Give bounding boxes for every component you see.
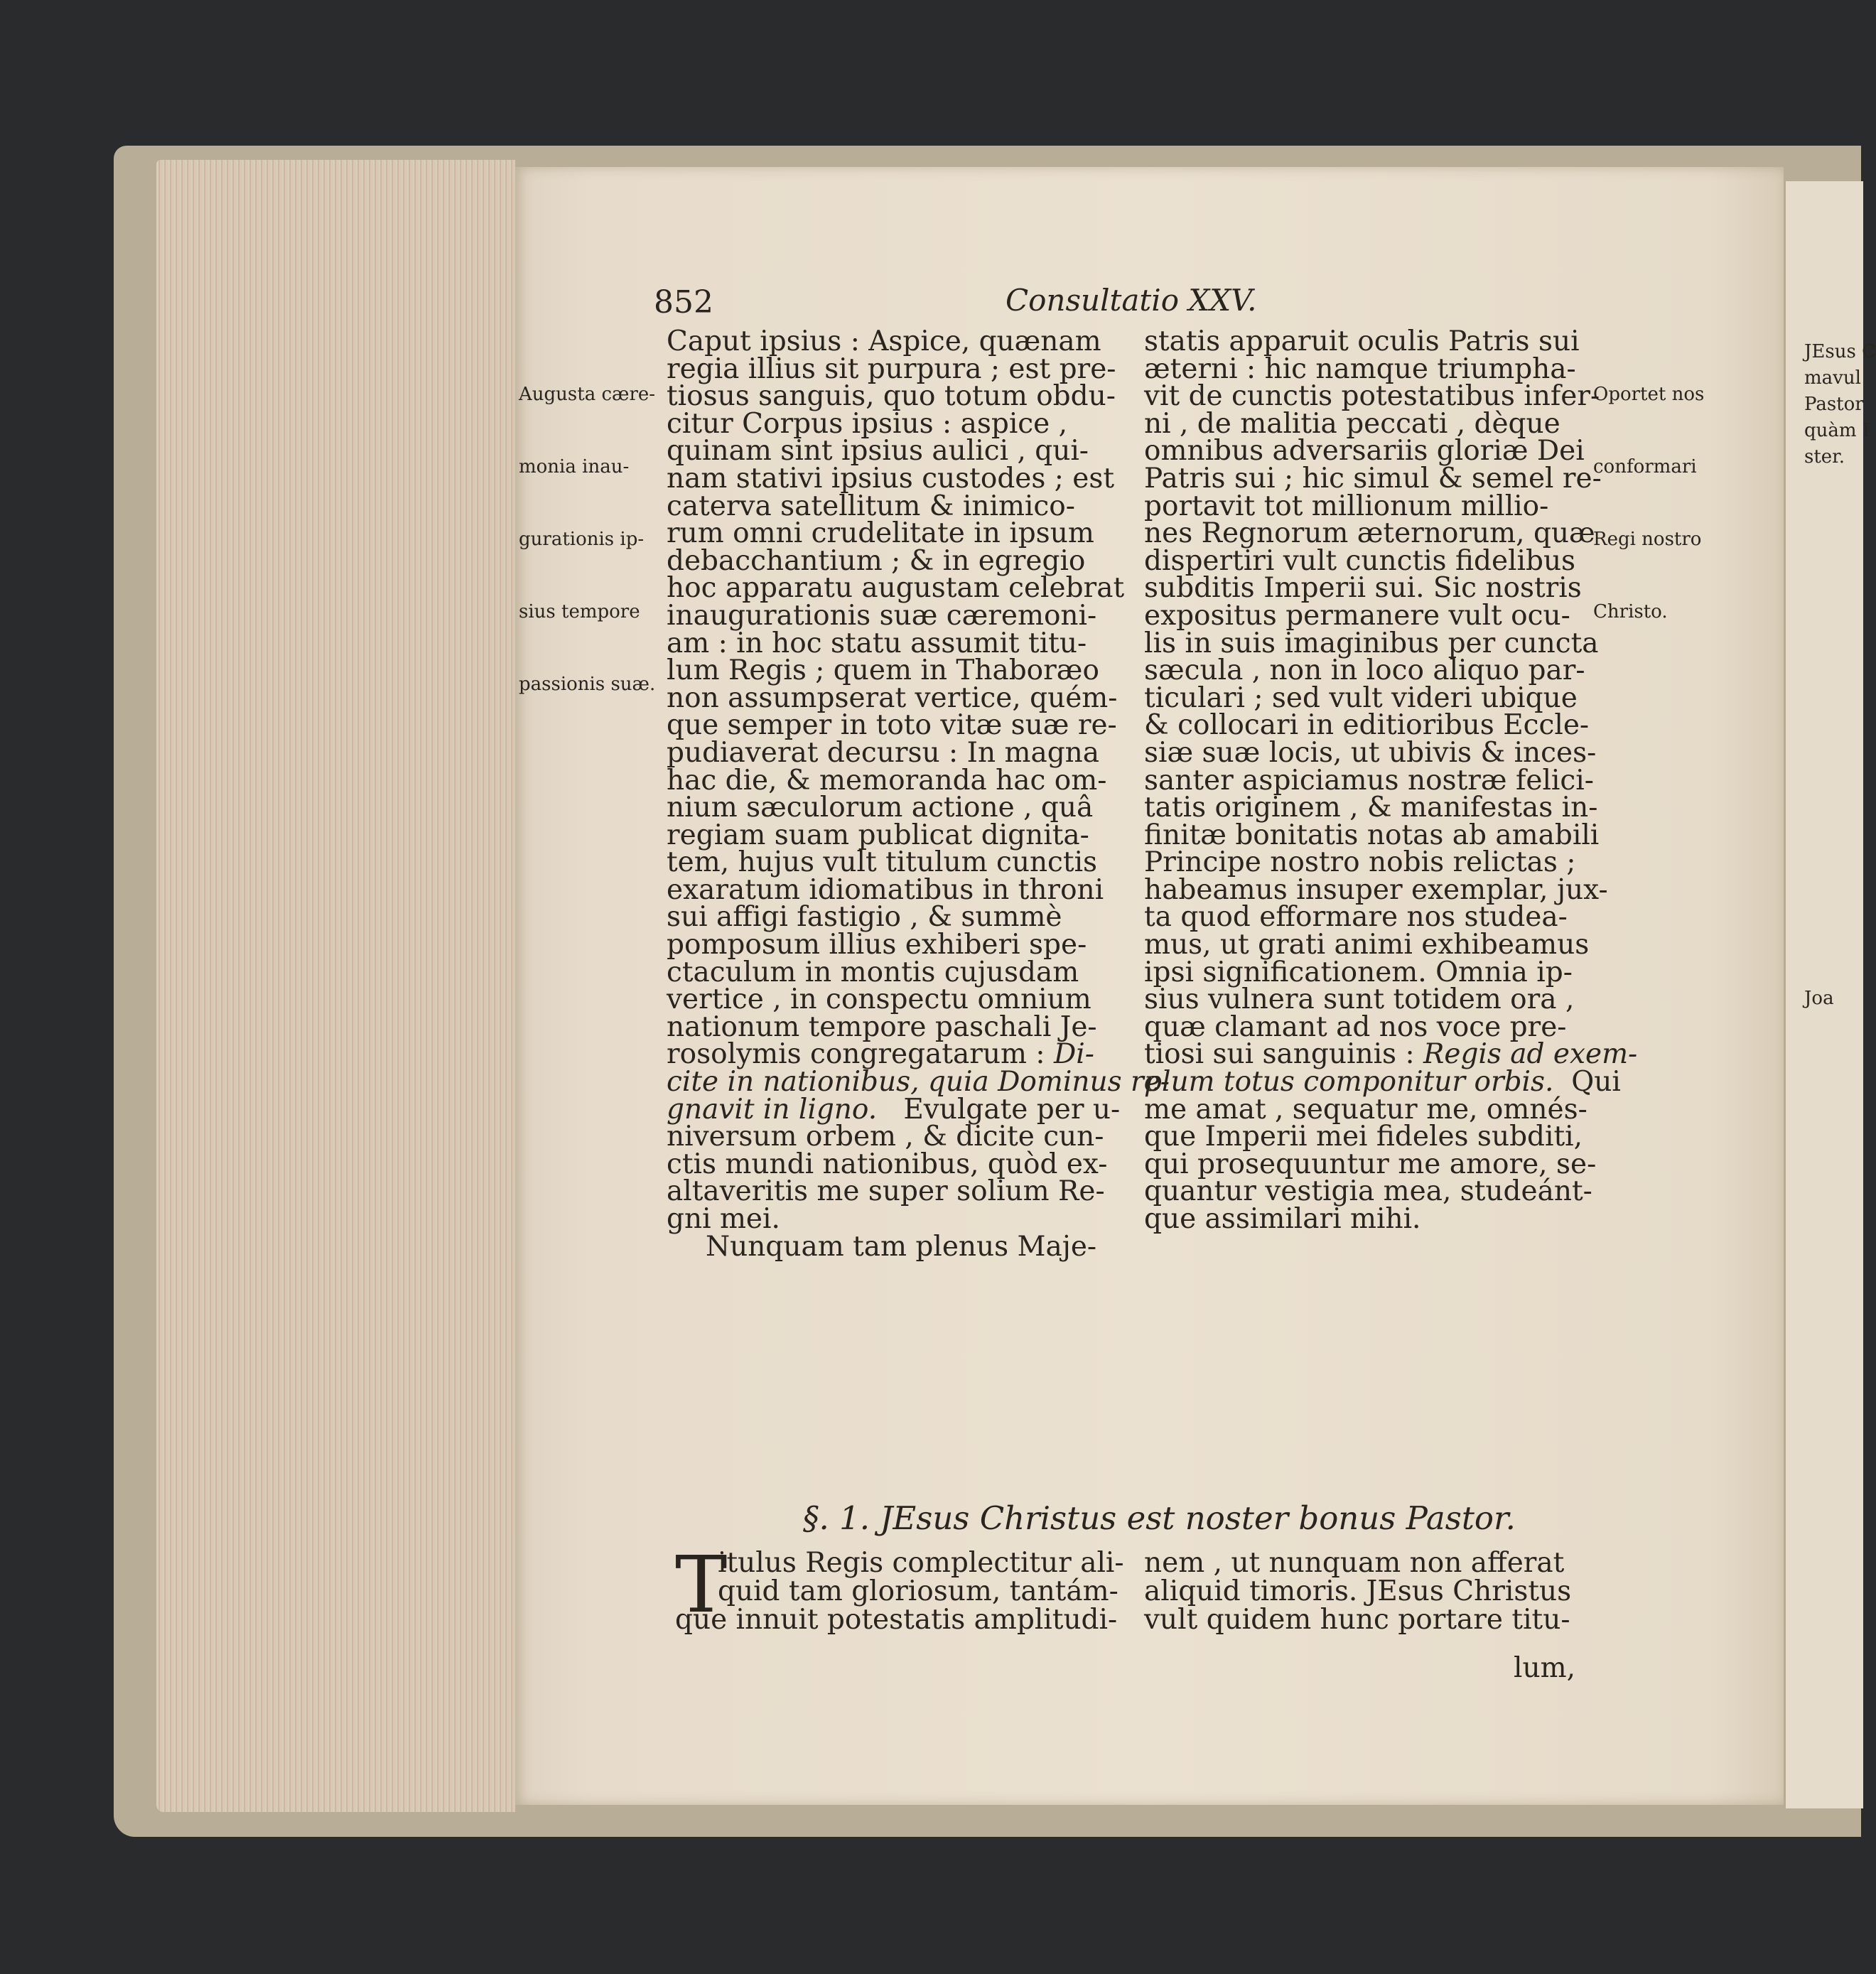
text-line: niversum orbem , & dicite cun-: [667, 1121, 1104, 1153]
text-line: [1144, 1066, 1621, 1099]
text-line: mus, ut grati animi exhibeamus: [1144, 929, 1590, 961]
text-line: quantur vestigia mea, studeánt-: [1144, 1175, 1592, 1208]
text-line: me amat , sequatur me, omnés-: [1144, 1093, 1587, 1126]
text-line: am : in hoc statu assumit titu-: [667, 627, 1087, 659]
margin-note-line: gurationis ip-: [519, 529, 645, 550]
text-line: siæ suæ locis, ut ubivis & inces-: [1144, 736, 1597, 769]
text-line: santer aspiciamus nostræ felici-: [1144, 764, 1594, 797]
text-line: sæcula , non in loco aliquo par-: [1144, 654, 1585, 687]
margin-note-line: passionis suæ.: [519, 674, 656, 695]
text-line: tiosus sanguis, quo totum obdu-: [667, 380, 1116, 413]
text-line: lum Regis ; quem in Thaboræo: [667, 654, 1099, 687]
text-line: expositus permanere vult ocu-: [1144, 599, 1570, 632]
text-line-italic: cite in nationibus, quia Dominus re-: [667, 1066, 1170, 1099]
text-line: altaveritis me super solium Re-: [667, 1175, 1105, 1208]
text-line: Patris sui ; hic simul & semel re-: [1144, 462, 1602, 495]
next-page-fragment: ster.: [1804, 446, 1845, 468]
text-line: tatis originem , & manifestas in-: [1144, 792, 1598, 824]
text-line: nium sæculorum actione , quâ: [667, 792, 1094, 824]
text-line: nationum tempore paschali Je-: [667, 1010, 1097, 1043]
section-text-left: [675, 1547, 1124, 1636]
text-line: regia illius sit purpura ; est pre-: [667, 352, 1116, 385]
margin-note-line: conformari: [1593, 456, 1697, 478]
catchword: lum,: [1514, 1652, 1575, 1684]
text-line: gni mei.: [667, 1203, 780, 1235]
text-line: que semper in toto vitæ suæ re-: [667, 709, 1117, 742]
margin-note-right: [1593, 334, 1704, 648]
running-title: Consultatio XXV.: [1006, 283, 1257, 318]
margin-note-line: Regi nostro: [1593, 529, 1702, 550]
text-line: inaugurationis suæ cæremoni-: [667, 599, 1097, 632]
text-line: ctis mundi nationibus, quòd ex-: [667, 1148, 1108, 1180]
margin-note-line: Oportet nos: [1593, 384, 1705, 405]
text-line: regiam suam publicat dignita-: [667, 819, 1089, 851]
page-edges: [156, 160, 515, 1812]
text-line: [667, 1038, 1121, 1071]
text-line: [1144, 1038, 1638, 1071]
text-line: habeamus insuper exemplar, jux-: [1144, 873, 1608, 906]
italic-span: Regis ad exem-: [1423, 1038, 1638, 1071]
section-text-right: [1144, 1549, 1571, 1634]
next-page-fragment: JEsus C: [1804, 341, 1876, 362]
text-line: exaratum idiomatibus in throni: [667, 873, 1104, 906]
text-line: caterva satellitum & inimico-: [667, 490, 1075, 522]
italic-span: gnavit in ligno.: [667, 1093, 878, 1126]
text-line: statis apparuit oculis Patris sui: [1144, 325, 1580, 357]
text-line: ctaculum in montis cujusdam: [667, 956, 1079, 988]
text-line: dispertiri vult cunctis fidelibus: [1144, 544, 1576, 577]
text-line: Nunquam tam plenus Maje-: [706, 1230, 1097, 1263]
text-span: rosolymis congregatarum :: [667, 1038, 1045, 1071]
text-line: non assumpserat vertice, quém-: [667, 681, 1118, 714]
margin-note-line: sius tempore: [519, 601, 640, 622]
text-line: hac die, & memoranda hac om-: [667, 764, 1107, 797]
text-line: finitæ bonitatis notas ab amabili: [1144, 819, 1600, 851]
margin-note-line: Augusta cære-: [519, 384, 656, 405]
text-line: rum omni crudelitate in ipsum: [667, 517, 1094, 550]
text-line: vertice , in conspectu omnium: [667, 983, 1091, 1016]
next-page-fragment: quàm I: [1804, 420, 1870, 441]
text-line: tem, hujus vult titulum cunctis: [667, 846, 1098, 879]
section-heading: §. 1. JEsus Christus est noster bonus Pastor.: [803, 1499, 1516, 1537]
text-line: itulus Regis complectitur ali-: [718, 1547, 1124, 1579]
text-line: que Imperii mei fideles subditi,: [1144, 1121, 1583, 1153]
text-line: sui affigi fastigio , & summè: [667, 901, 1062, 934]
text-line: quæ clamant ad nos voce pre-: [1144, 1010, 1567, 1043]
next-page-fragment: mavul: [1804, 367, 1861, 389]
text-line: pudiaverat decursu : In magna: [667, 736, 1100, 769]
next-page-fragment: Pastor: [1804, 394, 1864, 415]
text-line: [667, 1093, 1121, 1126]
text-line: & collocari in editioribus Eccle-: [1144, 709, 1590, 742]
text-span: Evulgate per u-: [903, 1093, 1121, 1126]
margin-note-left: [519, 334, 655, 721]
text-line: sius vulnera sunt totidem ora ,: [1144, 983, 1575, 1016]
page-number: 852: [654, 284, 713, 320]
text-span: Qui: [1571, 1066, 1621, 1099]
text-line: Caput ipsius : Aspice, quænam: [667, 325, 1101, 357]
text-line: æterni : hic namque triumpha-: [1144, 352, 1576, 385]
text-line: que innuit potestatis amplitudi-: [675, 1604, 1118, 1636]
text-line: pomposum illius exhiberi spe-: [667, 929, 1087, 961]
text-line: aliquid timoris. JEsus Christus: [1144, 1575, 1572, 1607]
text-line: quid tam gloriosum, tantám-: [718, 1575, 1118, 1607]
text-line: ni , de malitia peccati , dèque: [1144, 407, 1560, 440]
text-line: nes Regnorum æternorum, quæ: [1144, 517, 1595, 550]
italic-span: Di-: [1053, 1038, 1094, 1071]
text-line: ipsi significationem. Omnia ip-: [1144, 956, 1573, 988]
text-line: lis in suis imaginibus per cuncta: [1144, 627, 1599, 659]
text-line: vit de cunctis potestatibus infer-: [1144, 380, 1600, 413]
text-line: Principe nostro nobis relictas ;: [1144, 846, 1576, 879]
margin-note-line: monia inau-: [519, 456, 630, 478]
text-line: quinam sint ipsius aulici , qui-: [667, 435, 1089, 468]
text-line: subditis Imperii sui. Sic nostris: [1144, 572, 1582, 605]
italic-span: plum totus componitur orbis.: [1144, 1066, 1554, 1099]
text-line: hoc apparatu augustam celebrat: [667, 572, 1125, 605]
text-line: qui prosequuntur me amore, se-: [1144, 1148, 1597, 1180]
text-line: citur Corpus ipsius : aspice ,: [667, 407, 1068, 440]
text-line: debacchantium ; & in egregio: [667, 544, 1086, 577]
text-line: ticulari ; sed vult videri ubique: [1144, 681, 1578, 714]
text-line: nem , ut nunquam non afferat: [1144, 1547, 1565, 1579]
drop-cap: T: [675, 1539, 728, 1630]
text-line: omnibus adversariis gloriæ Dei: [1144, 435, 1585, 468]
margin-note-line: Christo.: [1593, 601, 1668, 622]
text-line: vult quidem hunc portare titu-: [1144, 1604, 1570, 1636]
text-line: portavit tot millionum millio-: [1144, 490, 1549, 522]
text-line: ta quod efformare nos studea-: [1144, 901, 1568, 934]
text-span: tiosi sui sanguinis :: [1144, 1038, 1415, 1071]
text-line: que assimilari mihi.: [1144, 1203, 1421, 1235]
next-page-fragment: Joa: [1804, 988, 1834, 1009]
text-column-left: [667, 325, 1170, 1263]
text-line: nam stativi ipsius custodes ; est: [667, 462, 1115, 495]
next-page-edge: [1784, 181, 1876, 1808]
